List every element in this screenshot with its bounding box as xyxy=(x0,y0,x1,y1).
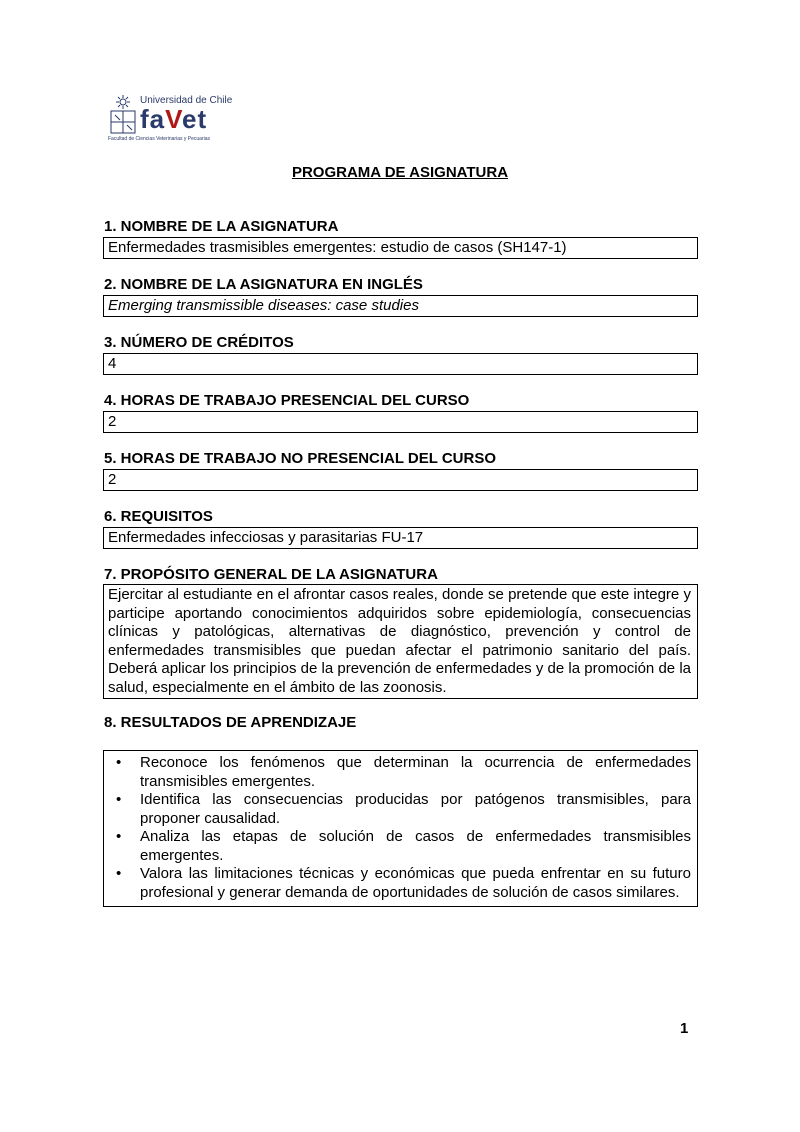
section-3-heading: 3. NÚMERO DE CRÉDITOS xyxy=(104,334,294,351)
list-item-text: Identifica las consecuencias producidas por patógenos transmisibles, para proponer causalidad. xyxy=(140,791,691,827)
section-1-heading: 1. NOMBRE DE LA ASIGNATURA xyxy=(104,218,339,235)
list-item xyxy=(108,791,691,828)
faculty-name: Facultad de Ciencias Veterinarias y Pecuarias xyxy=(108,136,210,142)
list-item-text: Analiza las etapas de solución de casos de enfermedades transmisibles emergentes. xyxy=(140,828,691,864)
bullet-icon: • xyxy=(116,828,122,845)
section-8-heading: 8. RESULTADOS DE APRENDIZAJE xyxy=(104,714,357,731)
logo-text-part: et xyxy=(182,104,208,134)
list-item xyxy=(108,828,691,865)
list-item-text: Reconoce los fenómenos que determinan la ocurrencia de enfermedades transmisibles emergentes. xyxy=(140,754,691,790)
learning-outcomes-box xyxy=(103,750,698,907)
section-4-content: 2 xyxy=(103,411,698,433)
section-2-heading: 2. NOMBRE DE LA ASIGNATURA EN INGLÉS xyxy=(104,276,423,293)
section-7-heading: 7. PROPÓSITO GENERAL DE LA ASIGNATURA xyxy=(104,566,438,583)
list-item xyxy=(108,865,691,902)
page-number: 1 xyxy=(680,1020,689,1037)
section-5-heading: 5. HORAS DE TRABAJO NO PRESENCIAL DEL CURSO xyxy=(104,450,496,467)
section-7-content: Ejercitar al estudiante en el afrontar casos reales, donde se pretende que este integre y participe aportando conocimientos adquiridos sobre epidemiología, consecuencias clínicas y patológicas, alternativas de diagnóstico, prevención y control de enfermedades transmisibles que puedan afectar el patrimonio sanitario del país. Deberá aplicar los principios de la prevención de enfermedades y de la promoción de la salud, especialmente en el ámbito de las zoonosis. xyxy=(103,584,698,699)
section-6-content: Enfermedades infecciosas y parasitarias FU-17 xyxy=(103,527,698,549)
favet-logo xyxy=(108,92,238,144)
document-title: PROGRAMA DE ASIGNATURA xyxy=(291,164,509,181)
section-5-content: 2 xyxy=(103,469,698,491)
section-6-heading: 6. REQUISITOS xyxy=(104,508,213,525)
list-item-text: Valora las limitaciones técnicas y económicas que pueda enfrentar en su futuro profesional y generar demanda de oportunidades de solución de casos similares. xyxy=(140,865,691,901)
bullet-icon: • xyxy=(116,791,122,808)
list-item xyxy=(108,754,691,791)
bullet-icon: • xyxy=(116,865,122,882)
logo-text-part: fa xyxy=(140,104,166,134)
section-3-content: 4 xyxy=(103,353,698,375)
section-2-content: Emerging transmissible diseases: case studies xyxy=(103,295,698,317)
logo-text-v: V xyxy=(165,104,183,134)
university-name: Universidad de Chile xyxy=(140,95,233,106)
section-4-heading: 4. HORAS DE TRABAJO PRESENCIAL DEL CURSO xyxy=(104,392,470,409)
bullet-icon: • xyxy=(116,754,122,771)
section-1-content: Enfermedades trasmisibles emergentes: estudio de casos (SH147-1) xyxy=(103,237,698,259)
university-crest-icon xyxy=(108,94,138,136)
learning-outcomes-list xyxy=(108,754,691,902)
faculty-logo-text xyxy=(140,104,207,135)
